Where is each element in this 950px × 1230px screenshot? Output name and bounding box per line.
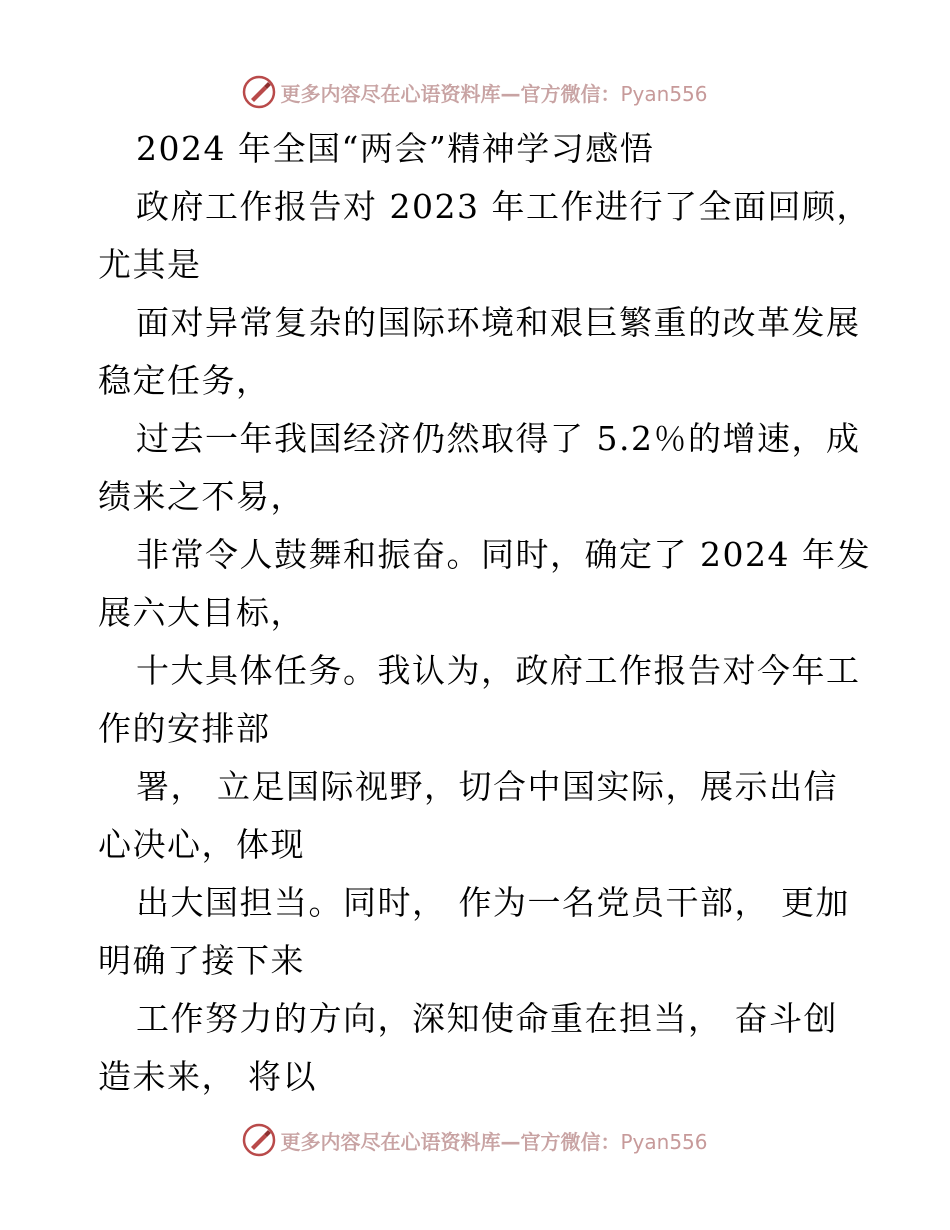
body-line: 尤其是: [98, 245, 202, 284]
body-line: 造未来， 将以: [98, 1057, 317, 1096]
footer-watermark: [0, 1120, 950, 1160]
document-title: 2024 年全国“两会”精神学习感悟: [136, 129, 655, 168]
document-body: [98, 120, 871, 1106]
body-line: 政府工作报告对 2023 年工作进行了全面回顾，: [136, 187, 871, 226]
body-line: 非常令人鼓舞和振奋。同时，确定了 2024 年发: [136, 535, 871, 574]
body-line: 作的安排部: [98, 709, 271, 748]
pen-seal-logo-icon: [242, 1123, 276, 1157]
body-line: 署， 立足国际视野，切合中国实际，展示出信: [136, 767, 838, 806]
body-line: 过去一年我国经济仍然取得了 5.2％的增速，成: [136, 419, 861, 458]
watermark-text: 更多内容尽在心语资料库—官方微信：Pyan556: [280, 1129, 708, 1154]
body-line: 十大具体任务。我认为，政府工作报告对今年工: [136, 651, 861, 690]
watermark-handle: Pyan556: [620, 1129, 708, 1154]
header-watermark: [0, 72, 950, 112]
watermark-text: 更多内容尽在心语资料库—官方微信：Pyan556: [280, 81, 708, 106]
body-line: 出大国担当。同时， 作为一名党员干部， 更加: [136, 883, 850, 922]
body-line: 工作努力的方向，深知使命重在担当， 奋斗创: [136, 999, 838, 1038]
body-line: 绩来之不易，: [98, 477, 305, 516]
body-line: 明确了接下来: [98, 941, 305, 980]
body-line: 面对异常复杂的国际环境和艰巨繁重的改革发展: [136, 303, 861, 342]
body-line: 心决心，体现: [98, 825, 305, 864]
pen-seal-logo-icon: [242, 75, 276, 109]
body-line: 展六大目标，: [98, 593, 305, 632]
watermark-handle: Pyan556: [620, 81, 708, 106]
body-line: 稳定任务，: [98, 361, 271, 400]
